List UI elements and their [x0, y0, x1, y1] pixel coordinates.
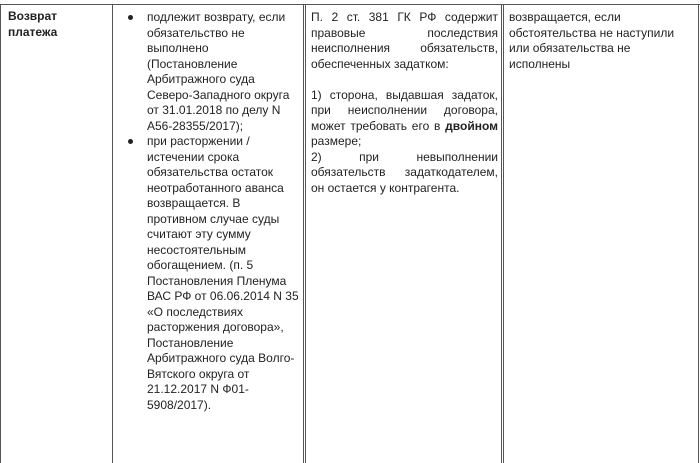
list-item	[124, 10, 302, 134]
list-item-text: при расторжении /истечении срока обязательства остаток неотработанного аванса возвращается. В противном случае суды считают эту сумму несостоятельным обогащением. (п. 5 Постановления Пленума ВАС РФ от 06.06.2014 N 35 «О последствиях расторжения договора», Постановление Арбитражного суда Волго-Вятского округа от 21.12.2017 N Ф01-5908/2017).	[147, 134, 299, 412]
column-divider-3b	[503, 4, 504, 463]
item1-text-before: 1) сторона, выдавшая задаток, при неисполнении договора, может требовать его в	[311, 87, 498, 133]
bullet-icon	[128, 139, 133, 144]
item1-bold-text: двойном	[445, 118, 498, 133]
row-header-cell	[8, 9, 78, 40]
item1-text-after: размере;	[311, 134, 362, 148]
deposit-consequence-item-2: 2) при невыполнении обязательств задаткодателем, он остается у контрагента.	[311, 149, 498, 195]
column-divider-1	[112, 4, 113, 463]
list-item-text: подлежит возврату, если обязательство не выполнено (Постановление Арбитражного суда Северо-Западного округа от 31.01.2018 по делу N А56-28355/2017);	[147, 10, 290, 133]
advance-refund-cell	[509, 10, 694, 72]
column-divider-2b	[305, 4, 306, 463]
table-border-top	[0, 4, 700, 5]
deposit-consequence-item-1	[311, 88, 498, 150]
deposit-consequences-cell	[311, 10, 498, 196]
advance-refund-text: возвращается, если обстоятельства не наступили или обязательства не исполнены	[509, 10, 675, 71]
table-border-right	[698, 4, 699, 463]
column-divider-2a	[303, 4, 304, 463]
refund-conditions-list	[124, 10, 302, 413]
column-divider-3a	[501, 4, 502, 463]
bullet-icon	[128, 15, 133, 20]
list-item	[124, 134, 302, 413]
table-border-left	[0, 4, 1, 463]
refund-conditions-cell	[124, 10, 302, 413]
deposit-intro-paragraph: П. 2 ст. 381 ГК РФ содержит правовые последствия неисполнения обязательств, обеспеченных задатком:	[311, 10, 498, 71]
row-header-label: Возврат платежа	[8, 9, 58, 39]
